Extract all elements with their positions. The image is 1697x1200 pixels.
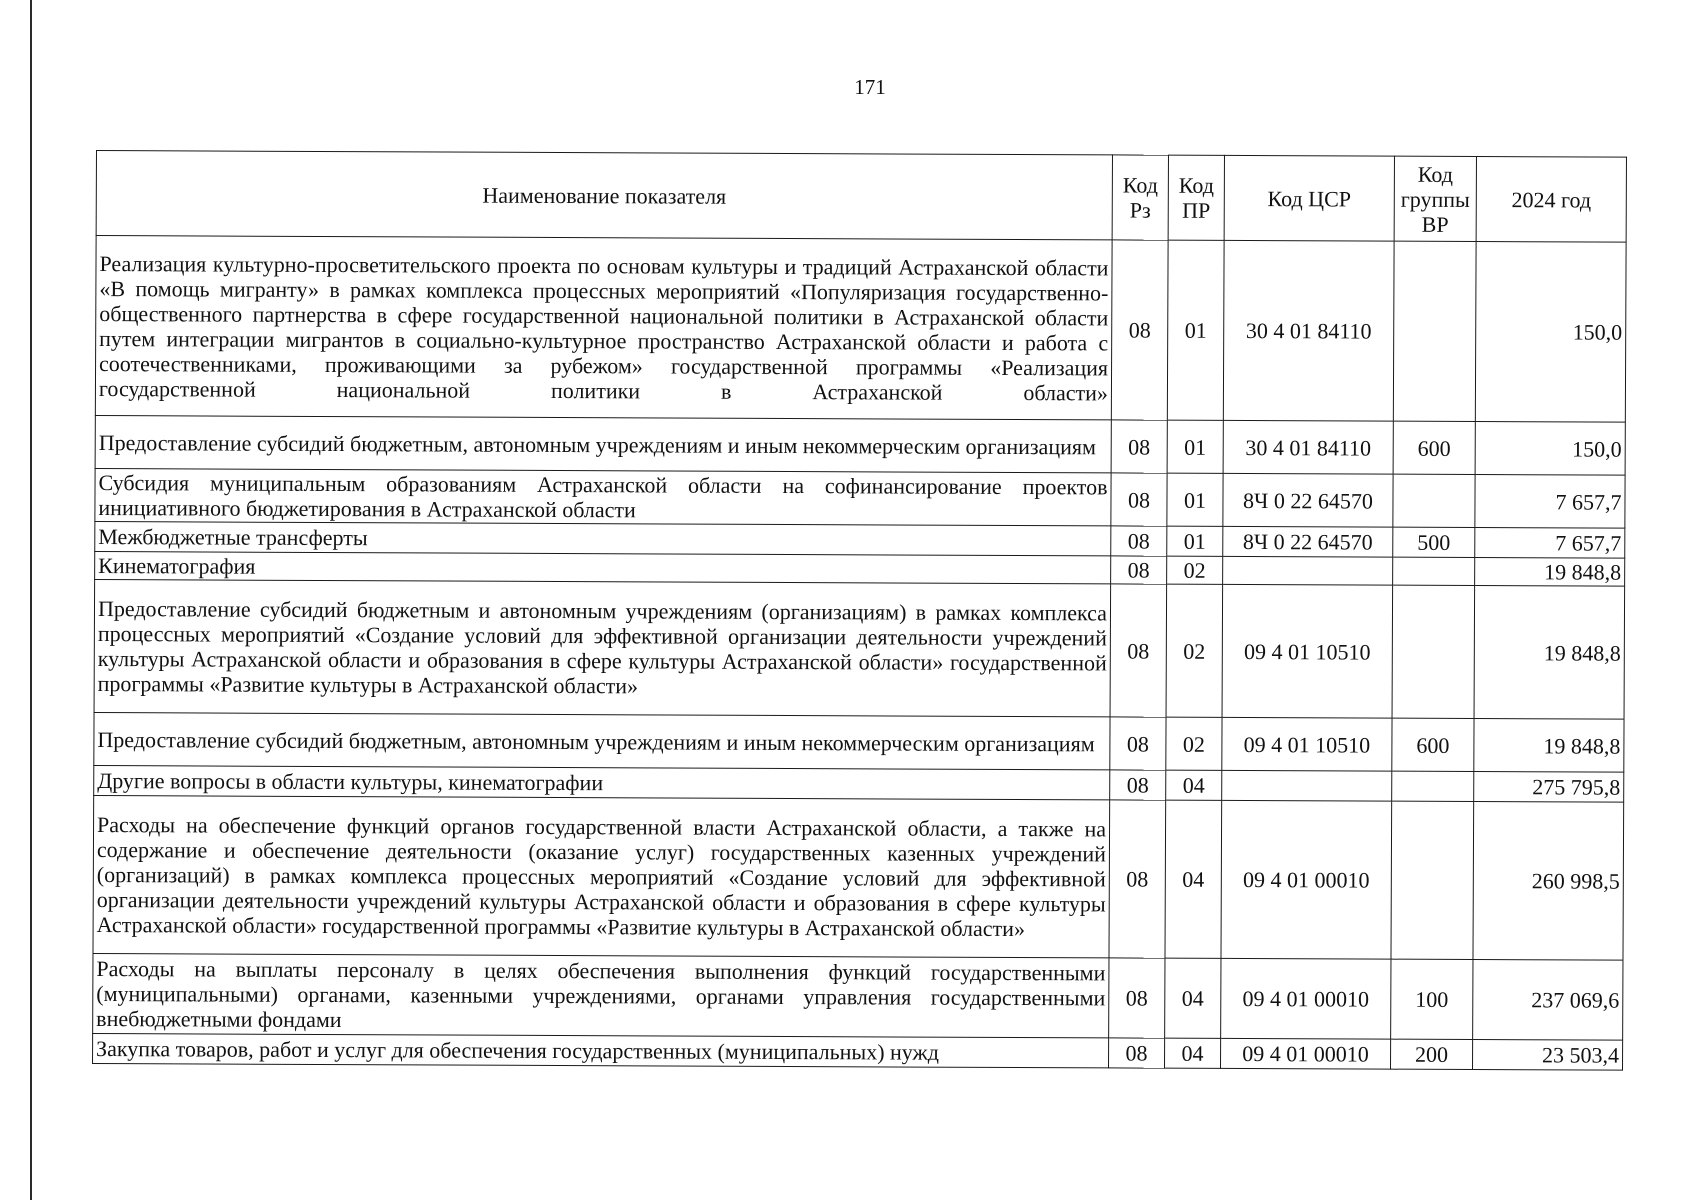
row-pr: 01 xyxy=(1167,420,1223,473)
table-row xyxy=(95,415,1625,475)
row-vr xyxy=(1393,474,1475,527)
row-rz: 08 xyxy=(1111,420,1167,473)
row-name: Предоставление субсидий бюджетным, автономным учреждениям и иным некоммерческим организациям xyxy=(94,712,1110,769)
row-rz: 08 xyxy=(1111,556,1167,584)
binding-line xyxy=(30,0,32,1200)
header-rz: Код Рз xyxy=(1112,155,1168,240)
row-rz: 08 xyxy=(1109,958,1165,1038)
row-pr: 02 xyxy=(1167,556,1223,584)
header-year: 2024 год xyxy=(1476,157,1626,243)
row-csr xyxy=(1222,770,1392,801)
table-row xyxy=(95,468,1625,528)
row-vr xyxy=(1393,241,1476,421)
page-number: 171 xyxy=(854,75,886,99)
row-pr: 04 xyxy=(1165,800,1222,958)
row-pr: 02 xyxy=(1166,584,1223,717)
row-amount: 7 657,7 xyxy=(1475,475,1625,529)
row-name: Расходы на выплаты персоналу в целях обеспечения выполнения функций государственными (муниципальными) органами, казенными учреждениями, органами управления государственными внебюджетными фондами xyxy=(93,953,1109,1037)
header-pr: Код ПР xyxy=(1168,155,1224,240)
row-vr xyxy=(1392,585,1475,718)
row-rz: 08 xyxy=(1111,526,1167,556)
row-pr: 04 xyxy=(1165,1038,1221,1068)
row-csr: 09 4 01 00010 xyxy=(1221,958,1391,1039)
row-pr: 01 xyxy=(1167,526,1223,556)
row-amount: 150,0 xyxy=(1475,422,1625,476)
row-csr: 30 4 01 84110 xyxy=(1223,240,1394,421)
row-vr xyxy=(1393,557,1475,585)
row-vr xyxy=(1391,801,1474,959)
row-name: Другие вопросы в области культуры, кинематографии xyxy=(94,765,1110,799)
row-csr: 30 4 01 84110 xyxy=(1223,420,1393,474)
row-vr xyxy=(1392,771,1474,801)
row-pr: 01 xyxy=(1167,473,1223,526)
row-amount: 23 503,4 xyxy=(1473,1040,1623,1071)
row-name: Предоставление субсидий бюджетным и автономным учреждениям (организациям) в рамках комплекса процессных мероприятий «Создание условий для эффективной организации деятельности учреждений культуры Астраханской области и образования в сфере культуры Астраханской области» государственной программы «Развитие культуры в Астраханской области» xyxy=(94,579,1111,716)
header-row xyxy=(96,151,1626,243)
row-csr: 09 4 01 10510 xyxy=(1222,584,1393,718)
table-body xyxy=(93,236,1627,1071)
row-rz: 08 xyxy=(1111,473,1167,526)
row-amount: 19 848,8 xyxy=(1475,558,1625,587)
row-rz: 08 xyxy=(1109,1038,1165,1068)
header-csr: Код ЦСР xyxy=(1224,155,1394,241)
row-rz: 08 xyxy=(1109,800,1166,958)
row-pr: 04 xyxy=(1165,958,1221,1038)
row-amount: 19 848,8 xyxy=(1474,586,1625,720)
row-vr: 200 xyxy=(1391,1039,1473,1069)
row-rz: 08 xyxy=(1110,584,1167,717)
row-rz: 08 xyxy=(1110,717,1166,770)
row-amount: 237 069,6 xyxy=(1473,960,1623,1041)
row-pr: 02 xyxy=(1166,717,1222,770)
row-pr: 04 xyxy=(1166,770,1222,800)
row-csr: 8Ч 0 22 64570 xyxy=(1223,526,1393,557)
row-vr: 100 xyxy=(1391,959,1473,1039)
row-csr: 09 4 01 00010 xyxy=(1221,800,1392,959)
row-amount: 7 657,7 xyxy=(1475,528,1625,559)
row-amount: 275 795,8 xyxy=(1474,772,1624,803)
table-row xyxy=(93,953,1623,1040)
row-csr: 8Ч 0 22 64570 xyxy=(1223,473,1393,527)
row-vr: 500 xyxy=(1393,527,1475,557)
budget-table xyxy=(92,150,1627,1071)
row-vr: 600 xyxy=(1393,421,1475,474)
row-name: Расходы на обеспечение функций органов государственной власти Астраханской области, а также на содержание и обеспечение деятельности (оказание услуг) государственных казенных учреждений (организаций) в рамках комплекса процессных мероприятий «Создание условий для эффективной организации деятельности учреждений культуры Астраханской области и образования в сфере культуры Астраханской области» государственной программы «Развитие культуры в Астраханской области» xyxy=(93,795,1110,957)
row-name: Закупка товаров, работ и услуг для обеспечения государственных (муниципальных) нужд xyxy=(93,1033,1109,1067)
row-name: Субсидия муниципальным образованиям Астраханской области на софинансирование проектов инициативного бюджетирования в Астраханской области xyxy=(95,468,1111,525)
table-row xyxy=(93,1033,1623,1070)
row-amount: 150,0 xyxy=(1475,242,1626,423)
row-name: Реализация культурно-просветительского проекта по основам культуры и традиций Астраханской области «В помощь мигранту» в рамках комплекса процессных мероприятий «Популяризация государственно-общественного партнерства в сфере государственной национальной политики в Астраханской области путем интеграции мигрантов в социально-культурное пространство Астраханской области и работа с соотечественниками, проживающими за рубежом» государственной программы «Реализация государственной национальной политики в Астраханской области» xyxy=(95,236,1112,420)
header-name: Наименование показателя xyxy=(96,151,1112,240)
header-vr: Код группы ВР xyxy=(1394,156,1476,241)
table-row xyxy=(94,712,1624,772)
row-amount: 19 848,8 xyxy=(1474,719,1624,773)
table-row xyxy=(93,795,1624,960)
row-csr: 09 4 01 00010 xyxy=(1221,1038,1391,1069)
table-row xyxy=(95,236,1626,423)
row-pr: 01 xyxy=(1167,240,1224,420)
table-row xyxy=(94,579,1625,719)
row-vr: 600 xyxy=(1392,718,1474,771)
row-csr: 09 4 01 10510 xyxy=(1222,717,1392,771)
row-csr xyxy=(1223,556,1393,585)
row-rz: 08 xyxy=(1110,770,1166,800)
row-amount: 260 998,5 xyxy=(1473,802,1624,961)
row-name: Межбюджетные трансферты xyxy=(95,521,1111,555)
row-name: Предоставление субсидий бюджетным, автономным учреждениям и иным некоммерческим организациям xyxy=(95,415,1111,472)
row-name: Кинематография xyxy=(95,551,1111,583)
table-header xyxy=(96,151,1626,243)
row-rz: 08 xyxy=(1111,240,1168,420)
